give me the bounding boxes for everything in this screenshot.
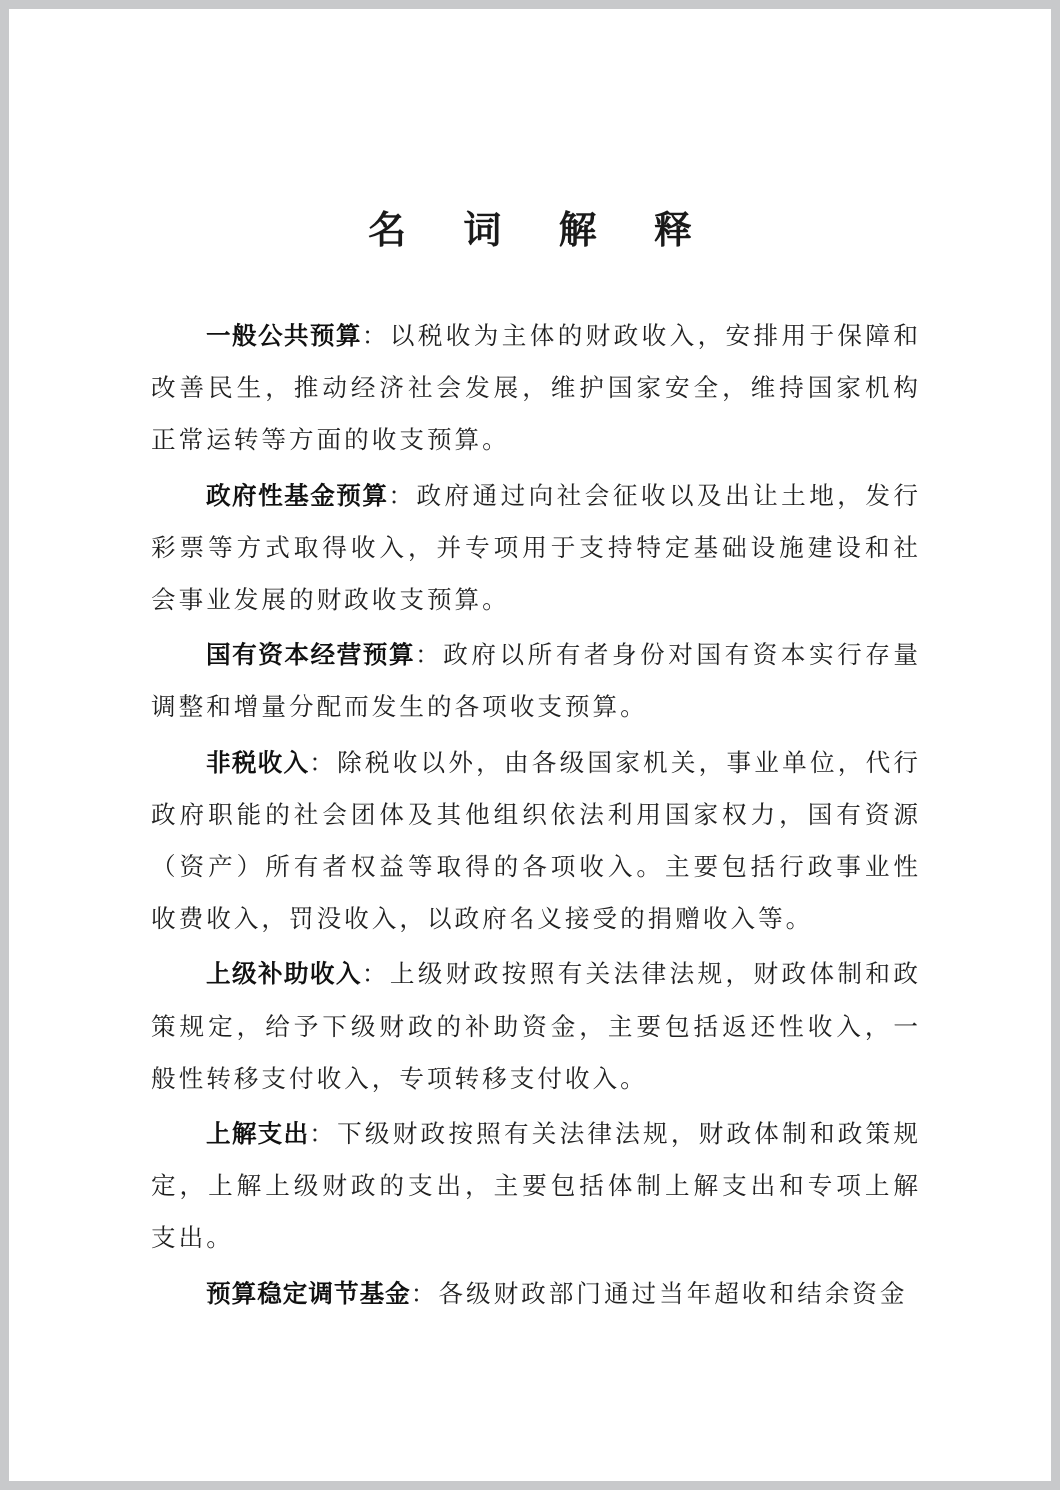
term-separator: ： [309, 747, 338, 777]
page-title: 名 词 解 释 [368, 207, 714, 252]
term-separator: ： [309, 1119, 338, 1149]
glossary-entry [151, 1108, 921, 1265]
glossary-term: 非税收入 [206, 747, 310, 777]
glossary-term: 上级补助收入 [206, 959, 362, 989]
glossary-definition: 政府通过向社会征收以及出让土地，发行彩票等方式取得收入，并专项用于支持特定基础设施建设和社会事业发展的财政收支预算。 [151, 480, 921, 615]
glossary-entry [151, 310, 921, 467]
glossary-definition: 上级财政按照有关法律法规，财政体制和政策规定，给予下级财政的补助资金，主要包括返还性收入，一般性转移支付收入，专项转移支付收入。 [151, 959, 921, 1093]
glossary-entry [151, 948, 921, 1105]
glossary-entry [151, 1268, 921, 1320]
term-separator: ： [388, 480, 417, 510]
glossary-body [151, 310, 921, 1323]
term-separator: ： [361, 959, 390, 989]
glossary-entry [151, 737, 921, 946]
glossary-definition: 政府以所有者身份对国有资本实行存量调整和增量分配而发生的各项收支预算。 [151, 640, 921, 722]
glossary-term: 预算稳定调节基金 [206, 1278, 411, 1308]
glossary-entry [151, 629, 921, 733]
glossary-term: 上解支出 [206, 1119, 310, 1149]
glossary-definition: 下级财政按照有关法律法规，财政体制和政策规定，上解上级财政的支出，主要包括体制上解支出和专项上解支出。 [151, 1119, 921, 1253]
term-separator: ： [410, 1278, 439, 1308]
glossary-definition: 除税收以外，由各级国家机关，事业单位，代行政府职能的社会团体及其他组织依法利用国家权力，国有资源（资产）所有者权益等取得的各项收入。主要包括行政事业性收费收入，罚没收入，以政府名义接受的捐赠收入等。 [151, 747, 921, 934]
glossary-term: 政府性基金预算 [206, 480, 389, 510]
glossary-term: 一般公共预算 [206, 321, 362, 350]
glossary-definition: 各级财政部门通过当年超收和结余资金 [438, 1278, 908, 1308]
glossary-term: 国有资本经营预算 [206, 640, 416, 670]
document-page [9, 9, 1051, 1481]
term-separator: ： [415, 640, 444, 670]
glossary-entry [151, 470, 921, 627]
glossary-definition: 以税收为主体的财政收入，安排用于保障和改善民生，推动经济社会发展，维护国家安全，维持国家机构正常运转等方面的收支预算。 [151, 321, 921, 455]
term-separator: ： [361, 321, 390, 350]
